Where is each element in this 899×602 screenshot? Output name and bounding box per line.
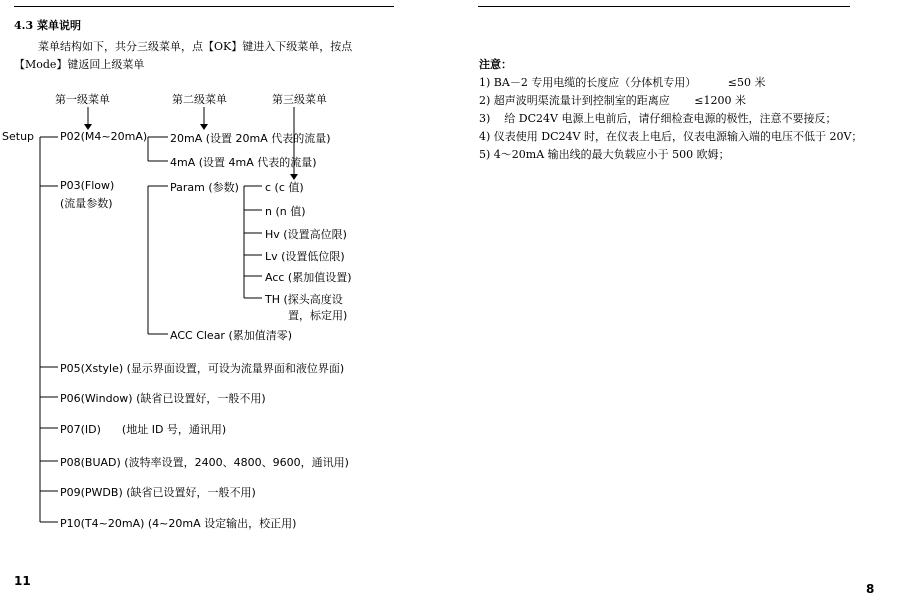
menu-acc-clear: ACC Clear (累加值清零) [170, 329, 293, 342]
menu-p07: P07(ID) (地址 ID 号，通讯用) [60, 423, 227, 436]
level-3-header: 第三级菜单 [272, 93, 327, 106]
param-item-lv: Lv (设置低位限) [265, 250, 345, 263]
intro-line-2: 【Mode】键返回上级菜单 [14, 58, 145, 71]
menu-p02-20ma: 20mA (设置 20mA 代表的流量) [170, 132, 331, 145]
menu-p09: P09(PWDB) (缺省已设置好，一般不用) [60, 486, 256, 499]
page-number-right: 8 [866, 582, 875, 596]
note-4: 4) 仪表使用 DC24V 时，在仪表上电后，仪表电源输入端的电压不低于 20V； [479, 130, 863, 143]
notes-title: 注意： [479, 58, 512, 71]
menu-p03: P03(Flow) [60, 179, 115, 192]
menu-param: Param (参数) [170, 181, 239, 194]
level-1-header: 第一级菜单 [55, 93, 110, 106]
note-1: 1) BA－2 专用电缆的长度应（分体机专用） ≤50 米 [479, 76, 766, 89]
param-item-hv: Hv (设置高位限) [265, 228, 347, 241]
menu-p05: P05(Xstyle) (显示界面设置，可设为流量界面和液位界面) [60, 362, 345, 375]
menu-p08: P08(BUAD) (波特率设置，2400、4800、9600，通讯用) [60, 456, 349, 469]
intro-line-1: 菜单结构如下，共分三级菜单，点【OK】键进入下级菜单，按点 [38, 40, 353, 53]
param-item-n: n (n 值) [265, 205, 306, 218]
menu-p10: P10(T4~20mA) (4~20mA 设定输出，校正用) [60, 517, 297, 530]
param-item-acc: Acc (累加值设置) [265, 271, 352, 284]
section-title: 4.3 菜单说明 [14, 19, 81, 32]
page-number-left: 11 [14, 574, 31, 588]
note-3: 3) 给 DC24V 电源上电前后，请仔细检查电源的极性，注意不要接反； [479, 112, 837, 125]
menu-p02: P02(M4~20mA) [60, 130, 148, 143]
param-item-th: TH (探头高度设 [265, 293, 343, 306]
menu-p06: P06(Window) (缺省已设置好，一般不用) [60, 392, 266, 405]
note-5: 5) 4～20mA 输出线的最大负载应小于 500 欧姆； [479, 148, 730, 161]
menu-root-setup: Setup [2, 130, 35, 143]
param-item-c: c (c 值) [265, 181, 304, 194]
menu-p02-4ma: 4mA (设置 4mA 代表的流量) [170, 156, 317, 169]
param-item-th-cont: 置，标定用) [288, 309, 348, 322]
note-2: 2) 超声波明渠流量计到控制室的距离应 ≤1200 米 [479, 94, 746, 107]
menu-p03-note: (流量参数) [60, 197, 113, 210]
level-2-header: 第二级菜单 [172, 93, 227, 106]
